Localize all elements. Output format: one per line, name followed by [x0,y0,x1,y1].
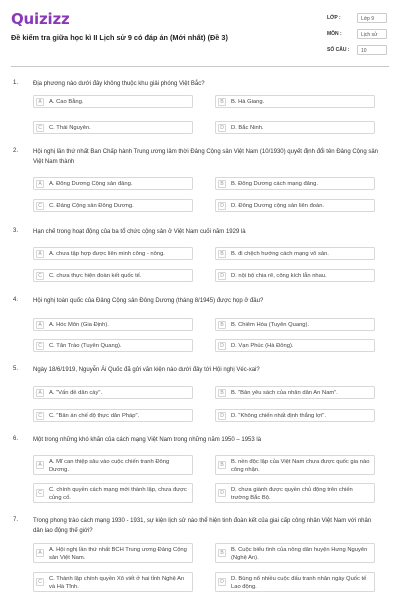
option-letter: D [218,202,226,210]
question-number: 3. [13,228,19,234]
option-d[interactable] [215,483,375,503]
option-text: C. Tân Trào (Tuyên Quang). [49,343,122,349]
meta-label: LỚP : [327,15,341,21]
quizizz-logo: Quizizz [11,10,70,28]
worksheet-header [0,0,400,72]
question-text: Một trong những khó khăn của cách mạng Việt Nam trong những năm 1950 – 1953 là [33,437,262,443]
option-letter: B [218,389,226,397]
option-c[interactable] [33,339,193,352]
option-letter: A [36,549,44,557]
option-letter: A [36,180,44,188]
option-text: B. đi chệch hướng cách mạng vô sản. [231,251,329,257]
option-text: A. Cao Bằng. [49,99,84,105]
option-letter: A [36,250,44,258]
option-b[interactable] [215,455,375,475]
option-letter: A [36,461,44,469]
option-letter: A [36,98,44,106]
option-letter: C [36,202,44,210]
option-text: A. Hội nghị lần thứ nhất BCH Trung ương Đảng Cộng sản Việt Nam. [49,546,187,561]
meta-label: SỐ CÂU : [327,47,350,53]
question-text: Địa phương nào dưới đây không thuộc khu giải phóng Việt Bắc? [33,81,205,87]
option-letter: D [218,124,226,132]
option-text: C. Thái Nguyên. [49,125,91,131]
option-text: B. nền độc lập của Việt Nam chưa được quốc gia nào công nhận. [231,458,370,473]
question-number: 2. [13,148,19,154]
question-number: 1. [13,80,19,86]
option-text: A. Mĩ can thiệp sâu vào cuộc chiến tranh Đông Dương. [49,458,170,473]
option-letter: B [218,549,226,557]
option-text: C. Đảng Cộng sản Đông Dương. [49,203,134,209]
question-number: 5. [13,366,19,372]
option-a[interactable] [33,386,193,399]
option-d[interactable] [215,339,375,352]
option-letter: B [218,321,226,329]
option-letter: C [36,489,44,497]
option-text: B. "Bản yêu sách của nhân dân An Nam". [231,390,338,396]
option-text: D. Bùng nổ nhiều cuộc đấu tranh nhân ngày Quốc tế Lao động. [231,575,367,590]
option-letter: A [36,321,44,329]
option-text: D. Bắc Ninh. [231,125,264,131]
option-a[interactable] [33,543,193,563]
option-text: B. Hà Giang. [231,99,265,105]
option-c[interactable] [33,409,193,422]
option-text: D. Đông Dương cộng sản liên đoàn. [231,203,325,209]
option-letter: B [218,461,226,469]
option-d[interactable] [215,572,375,592]
option-c[interactable] [33,199,193,212]
option-letter: A [36,389,44,397]
option-letter: C [36,578,44,586]
option-letter: C [36,124,44,132]
option-text: C. chính quyền cách mạng mới thành lập, chưa được củng cố. [49,486,187,501]
option-a[interactable] [33,95,193,108]
meta-value: 10 [357,45,387,55]
option-b[interactable] [215,95,375,108]
option-letter: B [218,98,226,106]
option-letter: D [218,412,226,420]
option-letter: C [36,272,44,280]
option-a[interactable] [33,455,193,475]
option-b[interactable] [215,386,375,399]
question-text: Hội nghị toàn quốc của Đảng Cộng sản Đông Dương (tháng 8/1945) được họp ở đâu? [33,298,264,304]
option-text: B. Đông Dương cách mạng đảng. [231,181,318,187]
option-text: D. nội bộ chia rẽ, công kích lẫn nhau. [231,273,327,279]
option-a[interactable] [33,247,193,260]
option-letter: C [36,342,44,350]
option-text: A. Hóc Môn (Gia Định). [49,322,109,328]
option-letter: D [218,578,226,586]
option-letter: D [218,489,226,497]
option-c[interactable] [33,483,193,503]
option-text: C. chưa thực hiện đoàn kết quốc tế. [49,273,142,279]
question-number: 7. [13,517,19,523]
meta-value: Lớp 9 [357,13,387,23]
option-d[interactable] [215,409,375,422]
option-c[interactable] [33,269,193,282]
option-b[interactable] [215,318,375,331]
question-text: Hội nghị lần thứ nhất Ban Chấp hành Trung ương lâm thời Đảng Cộng sản Việt Nam (10/1930) quyết định đổi tên Đảng Cộng sản Việt Nam thành [33,149,379,165]
option-a[interactable] [33,177,193,190]
question-number: 6. [13,436,19,442]
option-text: D. "Không chiến nhất định thắng lợi". [231,413,326,419]
option-b[interactable] [215,177,375,190]
option-letter: C [36,412,44,420]
option-text: B. Chiêm Hóa (Tuyên Quang). [231,322,310,328]
option-c[interactable] [33,121,193,134]
option-b[interactable] [215,543,375,563]
option-text: A. Đông Dương Cộng sản đảng. [49,181,133,187]
meta-label: MÔN : [327,31,342,37]
option-letter: B [218,250,226,258]
option-text: A. "Vấn đề dân cày". [49,390,103,396]
option-text: C. Thành lập chính quyền Xô viết ở hai tỉnh Nghệ An và Hà Tĩnh. [49,575,185,590]
meta-value: Lịch sử [357,29,387,39]
option-d[interactable] [215,199,375,212]
option-text: B. Cuộc biểu tình của nông dân huyện Hưng Nguyên (Nghệ An). [231,546,368,561]
question-number: 4. [13,297,19,303]
header-divider [11,66,389,67]
option-a[interactable] [33,318,193,331]
option-text: D. chưa giành được quyền chủ động trên chiến trường Bắc Bộ. [231,486,353,501]
option-text: C. "Bản án chế độ thực dân Pháp". [49,413,140,419]
option-b[interactable] [215,247,375,260]
question-text: Ngày 18/6/1919, Nguyễn Ái Quốc đã gửi văn kiện nào dưới đây tới Hội nghị Véc-xai? [33,367,260,373]
option-letter: D [218,272,226,280]
worksheet-title: Đề kiểm tra giữa học kì II Lịch sử 9 có đáp án (Mới nhất) (Đề 3) [11,33,228,42]
question-text: Hạn chế trong hoạt động của ba tổ chức cộng sản ở Việt Nam cuối năm 1929 là [33,229,246,235]
option-d[interactable] [215,269,375,282]
option-c[interactable] [33,572,193,592]
option-text: A. chưa tập hợp được liên minh công - nông. [49,251,165,257]
option-letter: D [218,342,226,350]
question-text: Trong phong trào cách mạng 1930 - 1931, sự kiện lịch sử nào thể hiện tinh đoàn kết của giai cấp công nhân Việt Nam với nhân dân lao động thế giới? [33,518,372,534]
option-text: D. Vạn Phúc (Hà Đông). [231,343,294,349]
option-letter: B [218,180,226,188]
option-d[interactable] [215,121,375,134]
